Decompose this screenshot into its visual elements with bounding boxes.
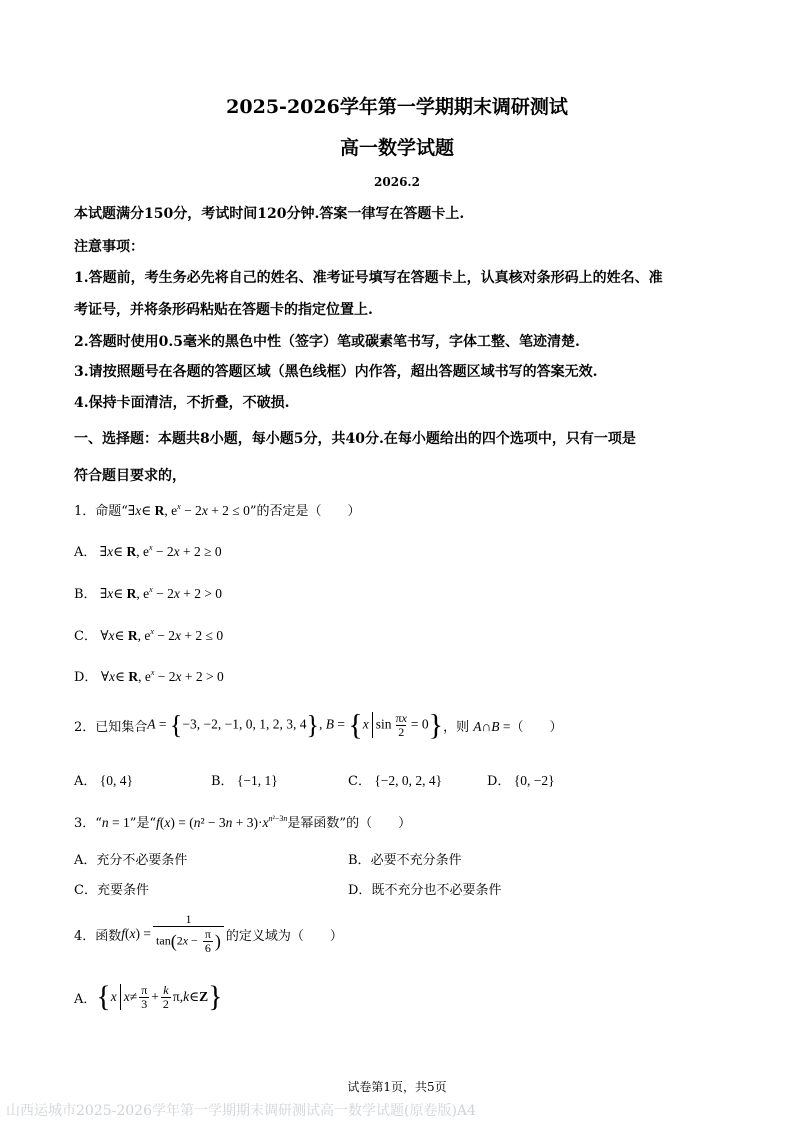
q3-option-b bbox=[348, 849, 462, 868]
exam-summary: 本试题满分150分，考试时间120分钟.答案一律写在答题卡上. bbox=[74, 206, 465, 222]
watermark: 山西运城市2025-2026学年第一学期期末调研测试高一数学试题(原卷版)A4 bbox=[6, 1103, 476, 1119]
q1-option-a: A． ∃x∈ R, $e^x - 2x + 2 \ge 0$ bbox=[74, 543, 222, 560]
q3-expression: $f(x) = (n^2 - 3n + 3)\cdot x^{n^2-3n}$ bbox=[156, 814, 288, 830]
option-label: A． bbox=[74, 853, 97, 868]
option-label: B． bbox=[74, 587, 97, 602]
q4-prefix: 4．函数 bbox=[74, 928, 122, 944]
option-label: B． bbox=[211, 774, 234, 789]
option-label: B． bbox=[348, 853, 371, 868]
q2-suffix: ，则 A∩B =（ ） bbox=[443, 718, 563, 735]
option-text: 充分不必要条件 bbox=[96, 853, 188, 868]
notice-item-3: 3.请按照题号在各题的答题区域（黑色线框）内作答，超出答题区域书写的答案无效. bbox=[74, 364, 598, 380]
notice-heading: 注意事项： bbox=[74, 239, 144, 255]
option-label: C． bbox=[74, 629, 97, 644]
option-label: C． bbox=[74, 883, 97, 898]
q3-option-c bbox=[74, 879, 149, 898]
q2-prefix: 2．已知集合 bbox=[74, 719, 148, 735]
option-label: D． bbox=[74, 670, 98, 685]
option-label: D． bbox=[487, 774, 511, 789]
q3-suffix: 是幂函数”的（ ） bbox=[287, 816, 412, 831]
q1-expression: ∃x∈ R, $e^x - 2x + 2 \le 0$ bbox=[127, 502, 250, 518]
q2-set-a: A = {−3, −2, −1, 0, 1, 2, 3, 4}, B = {x sin $\frac{\pi x}{2}$ = 0} bbox=[147, 708, 444, 741]
q4-option-a: A． { x x ≠ $\frac{\pi}{3}$ + $\frac{k}{2}$ π, k ∈ Z } bbox=[74, 980, 223, 1013]
page-footer: 试卷第1页，共5页 bbox=[347, 1080, 447, 1094]
option-label: C． bbox=[348, 774, 371, 789]
question-4 bbox=[74, 908, 343, 960]
q1-option-d: D． ∀x∈ R, $e^x - 2x + 2 > 0$ bbox=[74, 668, 224, 685]
notice-item-2: 2.答题时使用0.5毫米的黑色中性（签字）笔或碳素笔书写，字体工整、笔迹清楚. bbox=[74, 334, 580, 350]
q2-option-d: D． {0, −2} bbox=[487, 773, 555, 789]
question-3: 3．“n = 1”是“$f(x) = (n^2 - 3n + 3)\cdot x^{n^2-3n}$是幂函数”的（ ） bbox=[74, 814, 412, 831]
section-heading-cont: 符合题目要求的， bbox=[74, 468, 186, 484]
q4-expression: f ( x ) = 1 tan(2x − $\frac{\pi}{6}$ ) bbox=[121, 913, 226, 956]
q1-option-b: B． ∃x∈ R, $e^x - 2x + 2 > 0$ bbox=[74, 585, 223, 602]
q2-option-a: A． {0, 4} bbox=[74, 773, 133, 789]
q2-option-b: B． {−1, 1} bbox=[211, 773, 278, 789]
notice-item-4: 4.保持卡面清洁，不折叠，不破损. bbox=[74, 395, 290, 411]
option-label: A． bbox=[74, 991, 97, 1007]
q4-suffix: 的定义域为（ ） bbox=[225, 928, 343, 944]
question-1 bbox=[74, 500, 361, 519]
exam-title: 2025-2026学年第一学期期末调研测试 bbox=[226, 96, 568, 118]
option-text: 充要条件 bbox=[96, 883, 149, 898]
option-text: 既不充分也不必要条件 bbox=[371, 883, 502, 898]
q3-prefix: 3．“ bbox=[74, 816, 102, 831]
q1-suffix: ”的否定是（ ） bbox=[249, 504, 361, 519]
option-label: A． bbox=[74, 774, 97, 789]
question-2 bbox=[74, 707, 562, 743]
q1-prefix: 1．命题“ bbox=[74, 504, 128, 519]
q2-option-c: C． {−2, 0, 2, 4} bbox=[348, 773, 443, 789]
exam-date: 2026.2 bbox=[374, 175, 420, 189]
q3-option-d bbox=[348, 879, 501, 898]
section-heading: 一、选择题：本题共8小题，每小题5分，共40分.在每小题给出的四个选项中，只有一项是 bbox=[74, 431, 636, 447]
notice-item-1-cont: 考证号，并将条形码粘贴在答题卡的指定位置上. bbox=[74, 302, 373, 318]
option-text: 必要不充分条件 bbox=[370, 853, 462, 868]
q1-option-c: C． ∀x∈ R, $e^x - 2x + 2 \le 0$ bbox=[74, 627, 224, 644]
option-label: D． bbox=[348, 883, 372, 898]
q3-option-a bbox=[74, 849, 187, 868]
q3-mid: ”是“ bbox=[129, 816, 157, 831]
notice-item-1: 1.答题前，考生务必先将自己的姓名、准考证号填写在答题卡上，认真核对条形码上的姓名、准 bbox=[74, 270, 663, 286]
exam-subtitle: 高一数学试题 bbox=[339, 137, 454, 159]
option-label: A． bbox=[74, 545, 97, 560]
